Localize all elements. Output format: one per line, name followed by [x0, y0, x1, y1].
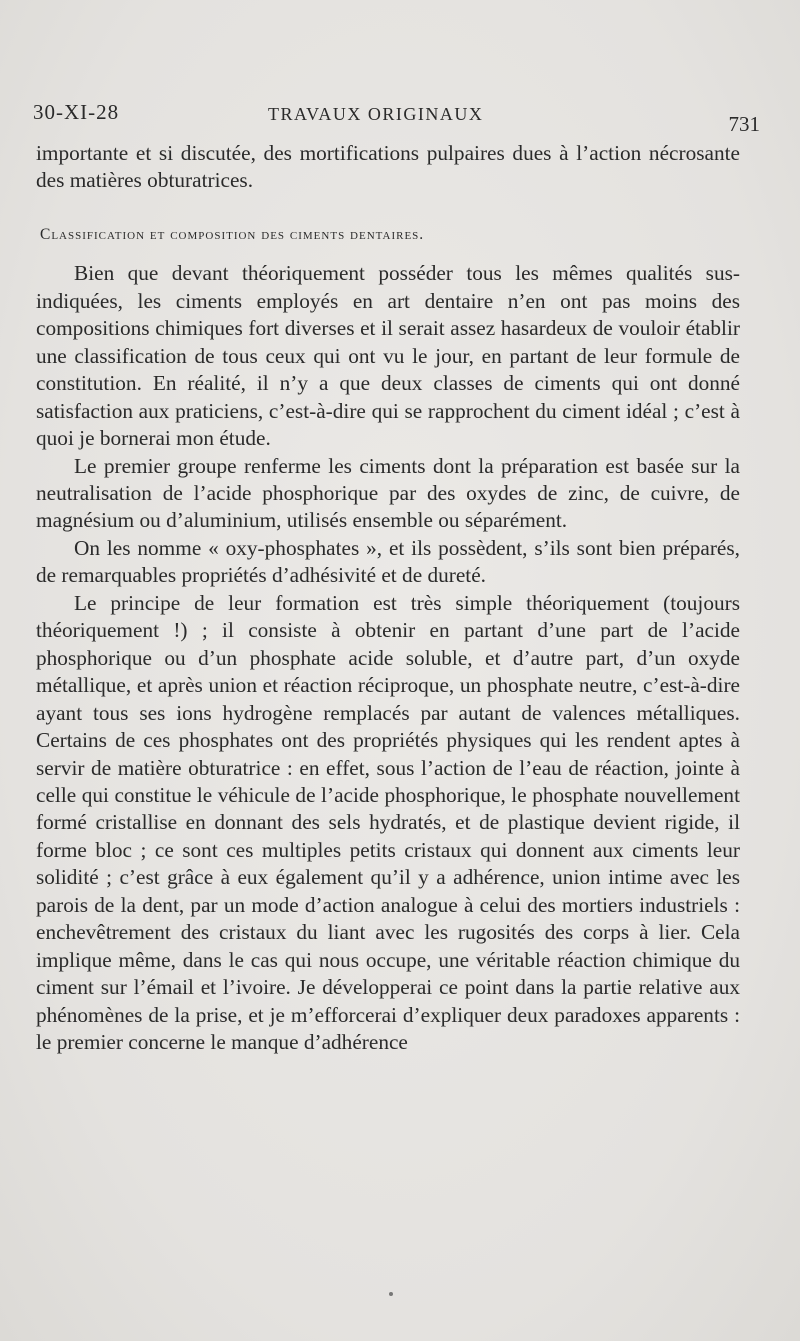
- continuation-paragraph: importante et si discutée, des mortifications pulpaires dues à l’action nécrosante des matières obturatrices.: [36, 141, 740, 193]
- ink-speck: [389, 1292, 393, 1296]
- header-title: TRAVAUX ORIGINAUX: [268, 104, 484, 124]
- running-header: [33, 100, 760, 140]
- paragraph-2: Le premier groupe renferme les ciments dont la préparation est basée sur la neutralisation de l’acide phosphorique par des oxydes de zinc, de cuivre, de magnésium ou d’aluminium, utilisés ensemble ou séparément.: [36, 453, 740, 533]
- page-number: 731: [728, 112, 760, 136]
- paragraph-1: Bien que devant théoriquement posséder tous les mêmes qualités sus-indiquées, les ciments employés en art dentaire n’en ont pas moins des compositions chimiques fort diverses et il serait assez hasardeux de vouloir établir une classification de tous ceux qui ont vu le jour, en partant de leur formule de constitution. En réalité, il n’y a que deux classes de ciments qui ont donné satisfaction aux praticiens, c’est-à-dire qui se rapprochent du ciment idéal ; c’est à quoi je bornerai mon étude.: [36, 261, 740, 451]
- section-heading: Classification et composition des ciments dentaires.: [40, 225, 425, 243]
- paragraph-3: On les nomme « oxy-phosphates », et ils possèdent, s’ils sont bien préparés, de remarquables propriétés d’adhésivité et de dureté.: [36, 535, 740, 588]
- paragraph-4: Le principe de leur formation est très simple théoriquement (toujours théoriquement !) ; il consiste à obtenir en partant d’une part de l’acide phosphorique ou d’un phosphate acide soluble, et d’autre part, d’un oxyde métallique, et après union et réaction réciproque, un phosphate neutre, c’est-à-dire ayant tous ses ions hydrogène remplacés par autant de valences métalliques. Certains de ces phosphates ont des propriétés physiques qui les rendent aptes à servir de matière obturatrice : en effet, sous l’action de l’eau de réaction, jointe à celle qui constitue le véhicule de l’acide phosphorique, le phosphate nouvellement formé cristallise en donnant des sels hydratés, et de plastique devient rigide, il forme bloc ; ce sont ces multiples petits cristaux qui donnent aux ciments leur solidité ; c’est grâce à eux également qu’il y a adhérence, union intime avec les parois de la dent, par un mode d’action analogue à celui des mortiers industriels : enchevêtrement des cristaux du liant avec les rugosités des corps à lier. Cela implique même, dans le cas qui nous occupe, une véritable réaction chimique du ciment sur l’émail et l’ivoire. Je développerai ce point dans la partie relative aux phénomènes de la prise, et je m’efforcerai d’expliquer deux paradoxes apparents : le premier concerne le manque d’adhérence: [36, 590, 740, 1055]
- body-text: [36, 140, 740, 1057]
- header-date: 30-XI-28: [33, 100, 120, 124]
